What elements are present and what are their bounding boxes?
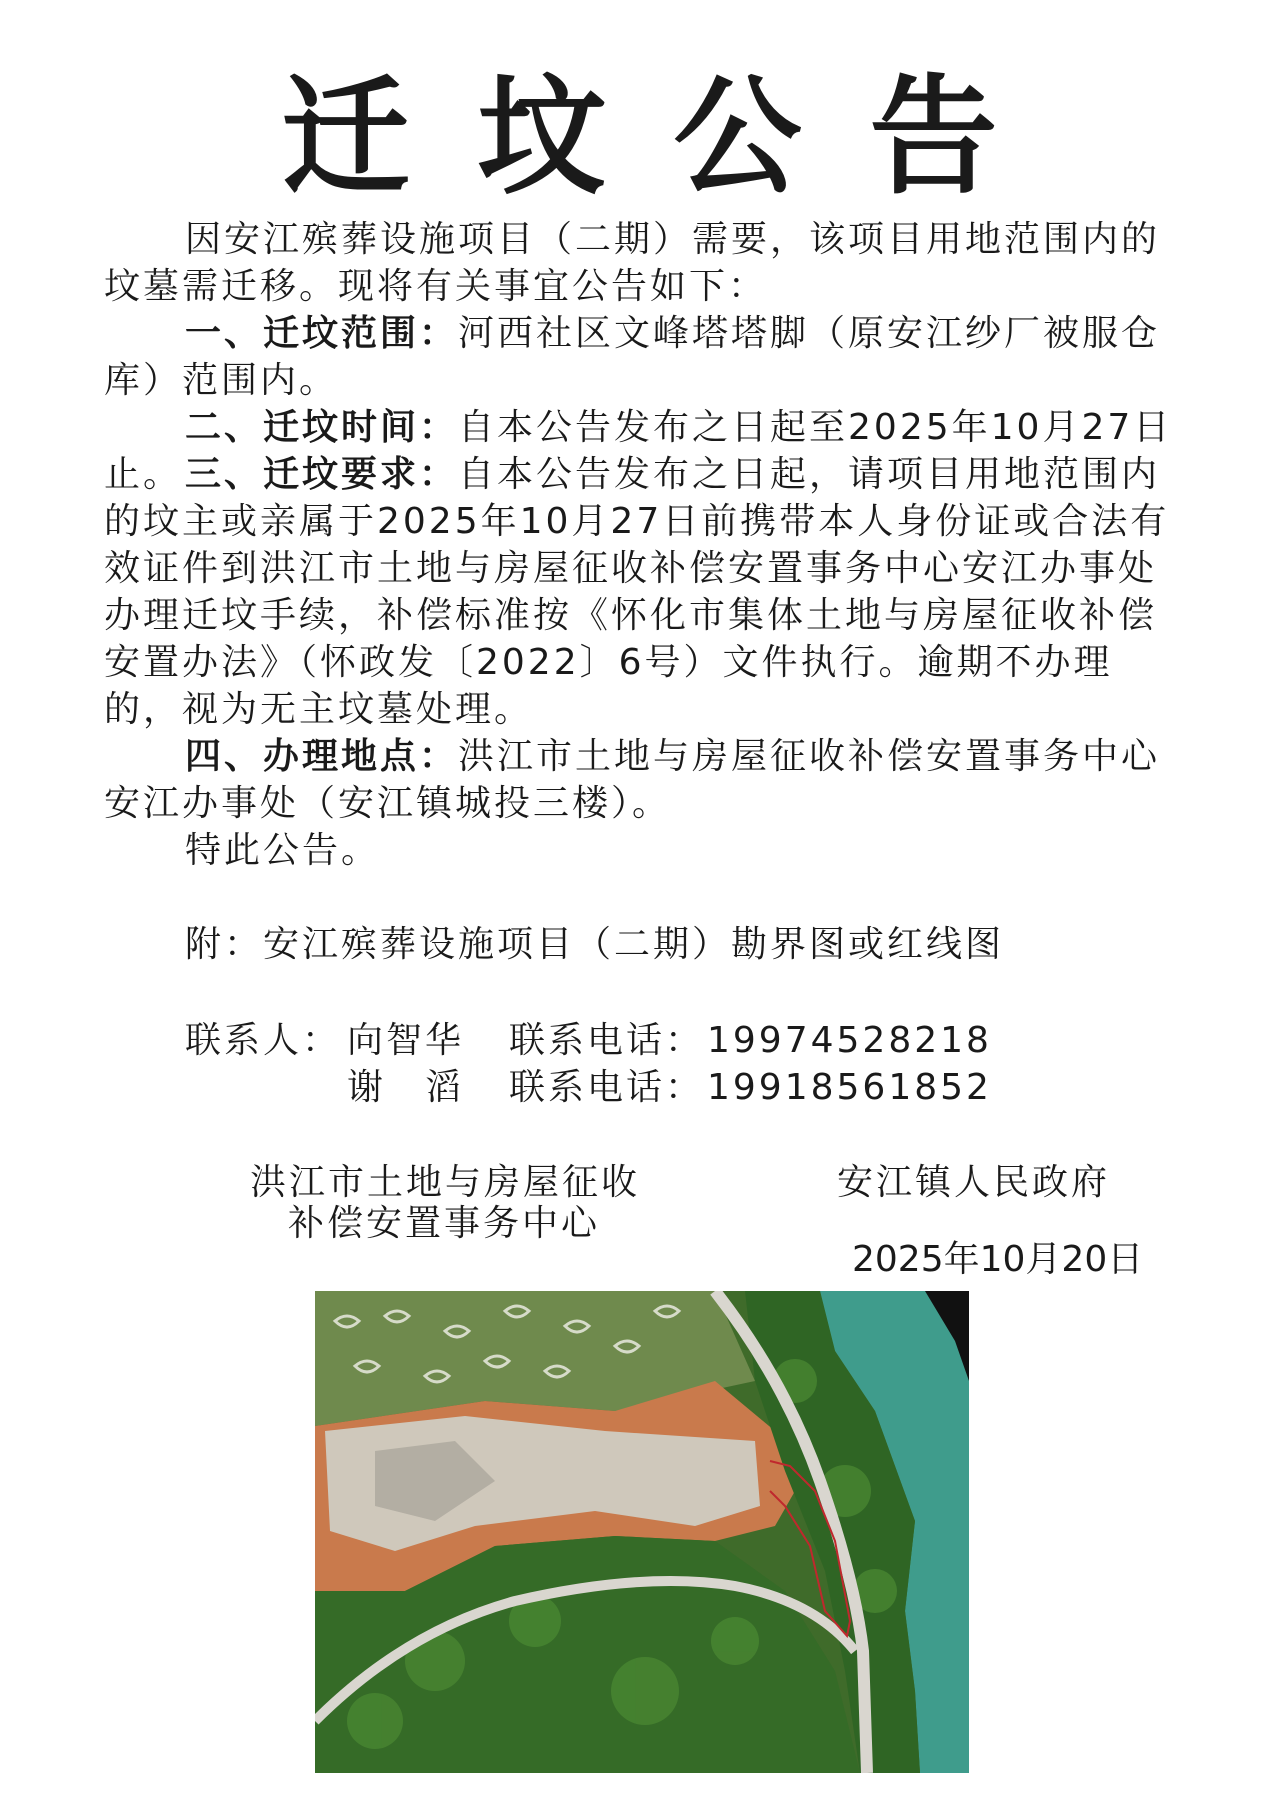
intro-paragraph: 因安江殡葬设施项目（二期）需要，该项目用地范围内的坟墓需迁移。现将有关事宜公告如下：	[104, 219, 1161, 307]
issue-date: 2025年10月20日	[852, 1239, 1144, 1280]
notice-title: 迁坟公告	[281, 62, 1066, 212]
section-heading: 四、办理地点：	[185, 736, 459, 777]
attachment-note: 附：安江殡葬设施项目（二期）勘界图或红线图	[185, 924, 1005, 965]
issuer-right: 安江镇人民政府	[837, 1162, 1111, 1203]
section-heading: 二、迁坟时间：	[185, 407, 459, 448]
contact-phone-label: 联系电话：	[509, 1067, 705, 1108]
closing-text: 特此公告。	[185, 830, 381, 871]
section-scope	[104, 310, 1179, 404]
section-text: 河西社区文峰塔塔脚（原安江纱厂被服仓库）范围内。	[104, 313, 1161, 401]
section-location	[104, 733, 1179, 827]
issuer-left-line1: 洪江市土地与房屋征收	[250, 1162, 641, 1203]
contact-name: 向智华	[347, 1020, 465, 1061]
contact-phone: 19918561852	[707, 1067, 992, 1108]
contact-phone-label: 联系电话：	[509, 1020, 705, 1061]
section-heading: 三、迁坟要求：	[185, 454, 459, 495]
section-text: 自本公告发布之日起至2025年10月27日止。	[104, 407, 1173, 495]
issuer-left-line2: 补偿安置事务中心	[288, 1203, 601, 1244]
aerial-survey-photo	[315, 1291, 969, 1773]
contacts-label: 联系人：	[185, 1020, 342, 1061]
section-text: 洪江市土地与房屋征收补偿安置事务中心安江办事处（安江镇城投三楼）。	[104, 736, 1161, 824]
contact-phone: 19974528218	[707, 1020, 992, 1061]
section-text: 自本公告发布之日起，请项目用地范围内的坟主或亲属于2025年10月27日前携带本人身份证或合法有效证件到洪江市土地与房屋征收补偿安置事务中心安江办事处办理迁坟手续，补偿标准按《怀化市集体土地与房屋征收补偿安置办法》（怀政发〔2022〕6号）文件执行。逾期不办理的，视为无主坟墓处理。	[104, 454, 1170, 730]
contact-name: 谢 滔	[347, 1067, 465, 1108]
section-requirements	[104, 451, 1179, 733]
section-heading: 一、迁坟范围：	[185, 313, 459, 354]
